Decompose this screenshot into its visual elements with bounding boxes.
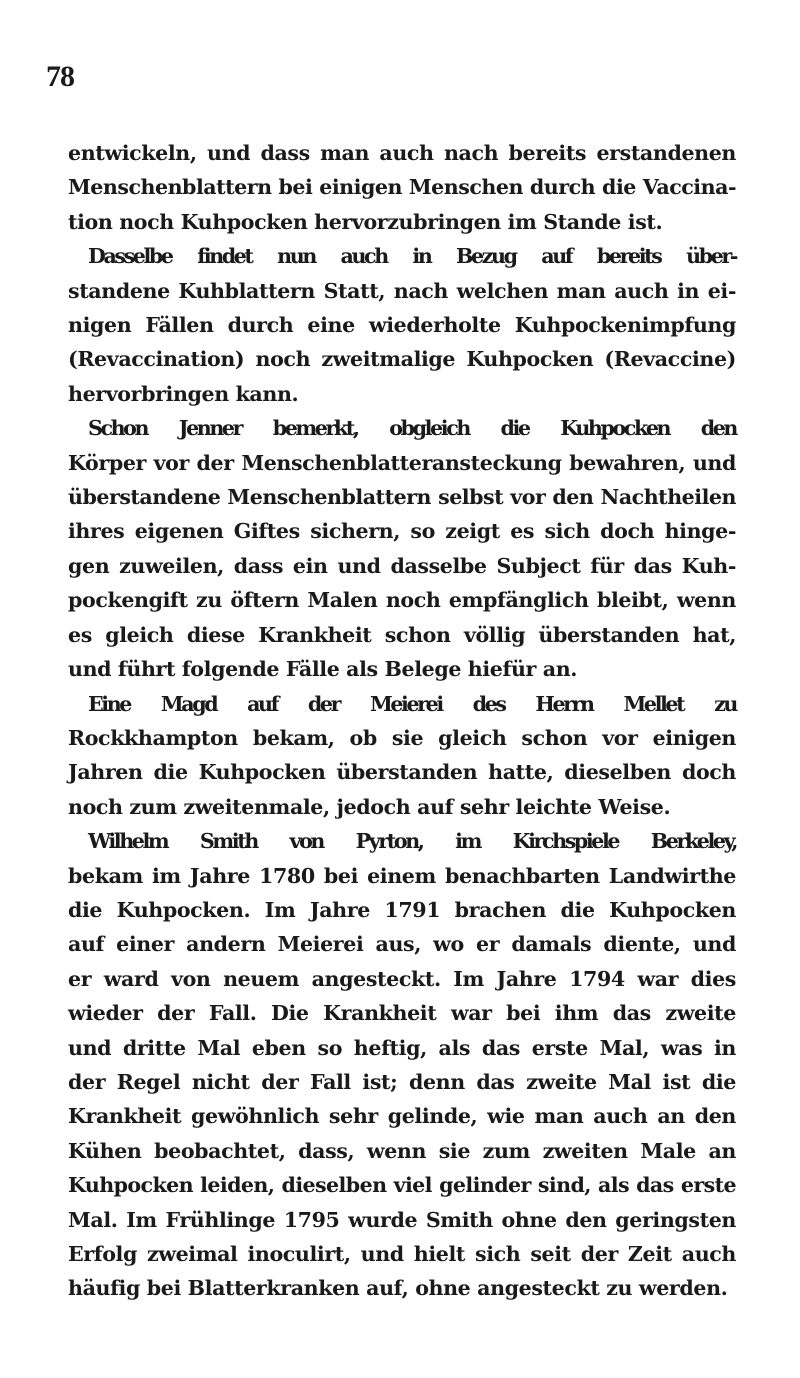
paragraph-3	[68, 411, 736, 686]
text-line: und führt folgende Fälle als Belege hiefür an.	[68, 657, 578, 682]
text-line: der Regel nicht der Fall ist; denn das zweite Mal ist die	[68, 1069, 736, 1094]
text-line: wieder der Fall. Die Krankheit war bei ihm das zweite	[68, 1001, 736, 1026]
text-line: die Kuhpocken. Im Jahre 1791 brachen die Kuhpocken	[68, 897, 736, 922]
text-line: ihres eigenen Giftes sichern, so zeigt es sich doch hinge-	[68, 519, 736, 544]
text-line: Rockkhampton bekam, ob sie gleich schon vor einigen	[68, 725, 736, 750]
text-line: Kuhpocken leiden, dieselben viel gelinder sind, als das erste	[68, 1173, 736, 1198]
paragraph-5	[68, 824, 736, 1306]
text-line: häufig bei Blatterkranken auf, ohne angesteckt zu werden.	[68, 1276, 728, 1301]
text-line: entwickeln, und dass man auch nach bereits erstandenen	[68, 141, 736, 165]
text-line: noch zum zweitenmale, jedoch auf sehr leichte Weise.	[68, 794, 671, 819]
paragraph-2	[68, 239, 736, 411]
text-line: gen zuweilen, dass ein und dasselbe Subject für das Kuh-	[68, 553, 736, 578]
paragraph-4	[68, 687, 736, 825]
text-line: tion noch Kuhpocken hervorzubringen im Stande ist.	[68, 209, 663, 234]
text-line: es gleich diese Krankheit schon völlig überstanden hat,	[68, 622, 736, 647]
text-line: Kühen beobachtet, dass, wenn sie zum zweiten Male an	[68, 1138, 736, 1163]
body-text	[68, 136, 736, 1306]
text-line: hervorbringen kann.	[68, 381, 299, 406]
text-line: (Revaccination) noch zweitmalige Kuhpocken (Revaccine)	[68, 347, 736, 372]
text-line: Erfolg zweimal inoculirt, und hielt sich seit der Zeit auch	[68, 1242, 736, 1266]
paragraph-1	[68, 136, 736, 239]
text-line: nigen Fällen durch eine wiederholte Kuhpockenimpfung	[68, 313, 736, 338]
text-line: pockengift zu öftern Malen noch empfänglich bleibt, wenn	[68, 588, 736, 613]
text-line: Dasselbe findet nun auch in Bezug auf bereits über-	[88, 244, 736, 269]
text-line: bekam im Jahre 1780 bei einem benachbarten Landwirthe	[68, 863, 736, 888]
page-number: 78	[46, 60, 74, 93]
text-line: standene Kuhblattern Statt, nach welchen man auch in ei-	[68, 278, 736, 303]
text-line: Eine Magd auf der Meierei des Herrn Mellet zu	[88, 691, 736, 716]
text-line: und dritte Mal eben so heftig, als das erste Mal, was in	[68, 1035, 736, 1060]
text-line: Krankheit gewöhnlich sehr gelinde, wie man auch an den	[68, 1104, 736, 1129]
text-line: Mal. Im Frühlinge 1795 wurde Smith ohne den geringsten	[68, 1207, 736, 1232]
text-line: Schon Jenner bemerkt, obgleich die Kuhpocken den	[88, 416, 736, 441]
text-line: überstandene Menschenblattern selbst vor den Nachtheilen	[68, 485, 736, 510]
text-line: Jahren die Kuhpocken überstanden hatte, dieselben doch	[68, 760, 736, 785]
text-line: er ward von neuem angesteckt. Im Jahre 1794 war dies	[68, 966, 736, 991]
text-line: Wilhelm Smith von Pyrton, im Kirchspiele Berkeley,	[88, 829, 736, 854]
text-line: Körper vor der Menschenblatteransteckung bewahren, und	[68, 450, 736, 475]
text-line: Menschenblattern bei einigen Menschen durch die Vaccina-	[68, 175, 736, 200]
text-line: auf einer andern Meierei aus, wo er damals diente, und	[68, 932, 736, 957]
